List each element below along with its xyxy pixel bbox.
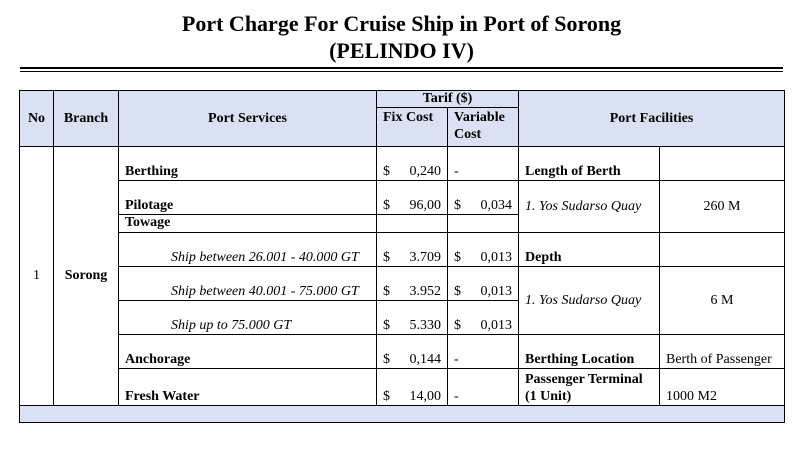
facility-depth-value: 6 M [660,267,785,335]
fix-cost-anchorage: $ 0,144 [377,335,448,369]
fix-cost-towage [377,215,448,233]
var-cost-berthing: - [448,147,519,181]
header-fix-cost: Fix Cost [377,108,448,147]
var-cost-fresh-water: - [448,369,519,406]
header-variable-cost: Variable Cost [448,108,519,147]
facility-depth-blank [660,233,785,267]
facility-passenger-terminal: Passenger Terminal (1 Unit) [519,369,660,406]
service-ship-up-to-75000: Ship up to 75.000 GT [119,301,377,335]
facility-passenger-terminal-value: 1000 M2 [660,369,785,406]
page-subtitle: (PELINDO IV) [329,38,474,63]
var-cost-towage [448,215,519,233]
service-ship-26001-40000: Ship between 26.001 - 40.000 GT [119,233,377,267]
var-cost-anchorage: - [448,335,519,369]
table-footer-band [20,406,785,423]
facility-berthing-location-value: Berth of Passenger [660,335,785,369]
fix-cost-fresh-water: $ 14,00 [377,369,448,406]
header-port-services: Port Services [119,91,377,147]
branch-cell: Sorong [54,147,119,406]
port-charge-table [19,90,785,423]
fix-cost-ship-26001: $ 3.709 [377,233,448,267]
header-branch: Branch [54,91,119,147]
service-pilotage: Pilotage [119,181,377,215]
header-port-facilities: Port Facilities [519,91,785,147]
title-rule-thin [20,71,783,72]
facility-depth: Depth [519,233,660,267]
fix-cost-pilotage: $ 96,00 [377,181,448,215]
title-block [0,0,803,64]
facility-berthing-location: Berthing Location [519,335,660,369]
service-fresh-water: Fresh Water [119,369,377,406]
header-no: No [20,91,54,147]
facility-quay-2: 1. Yos Sudarso Quay [519,267,660,335]
facility-length-value: 260 M [660,181,785,233]
service-berthing: Berthing [119,147,377,181]
row-number: 1 [20,147,54,406]
fix-cost-ship-40001: $ 3.952 [377,267,448,301]
var-cost-ship-26001: $ 0,013 [448,233,519,267]
service-towage: Towage [119,215,377,233]
var-cost-ship-75000: $ 0,013 [448,301,519,335]
title-rule-thick [20,67,783,69]
fix-cost-ship-75000: $ 5.330 [377,301,448,335]
service-anchorage: Anchorage [119,335,377,369]
service-ship-40001-75000: Ship between 40.001 - 75.000 GT [119,267,377,301]
facility-length-of-berth: Length of Berth [519,147,660,181]
facility-length-blank [660,147,785,181]
page-title: Port Charge For Cruise Ship in Port of Sorong [181,11,622,36]
var-cost-ship-40001: $ 0,013 [448,267,519,301]
facility-quay-1: 1. Yos Sudarso Quay [519,181,660,233]
fix-cost-berthing: $ 0,240 [377,147,448,181]
header-tarif: Tarif ($) [377,91,519,108]
var-cost-pilotage: $ 0,034 [448,181,519,215]
